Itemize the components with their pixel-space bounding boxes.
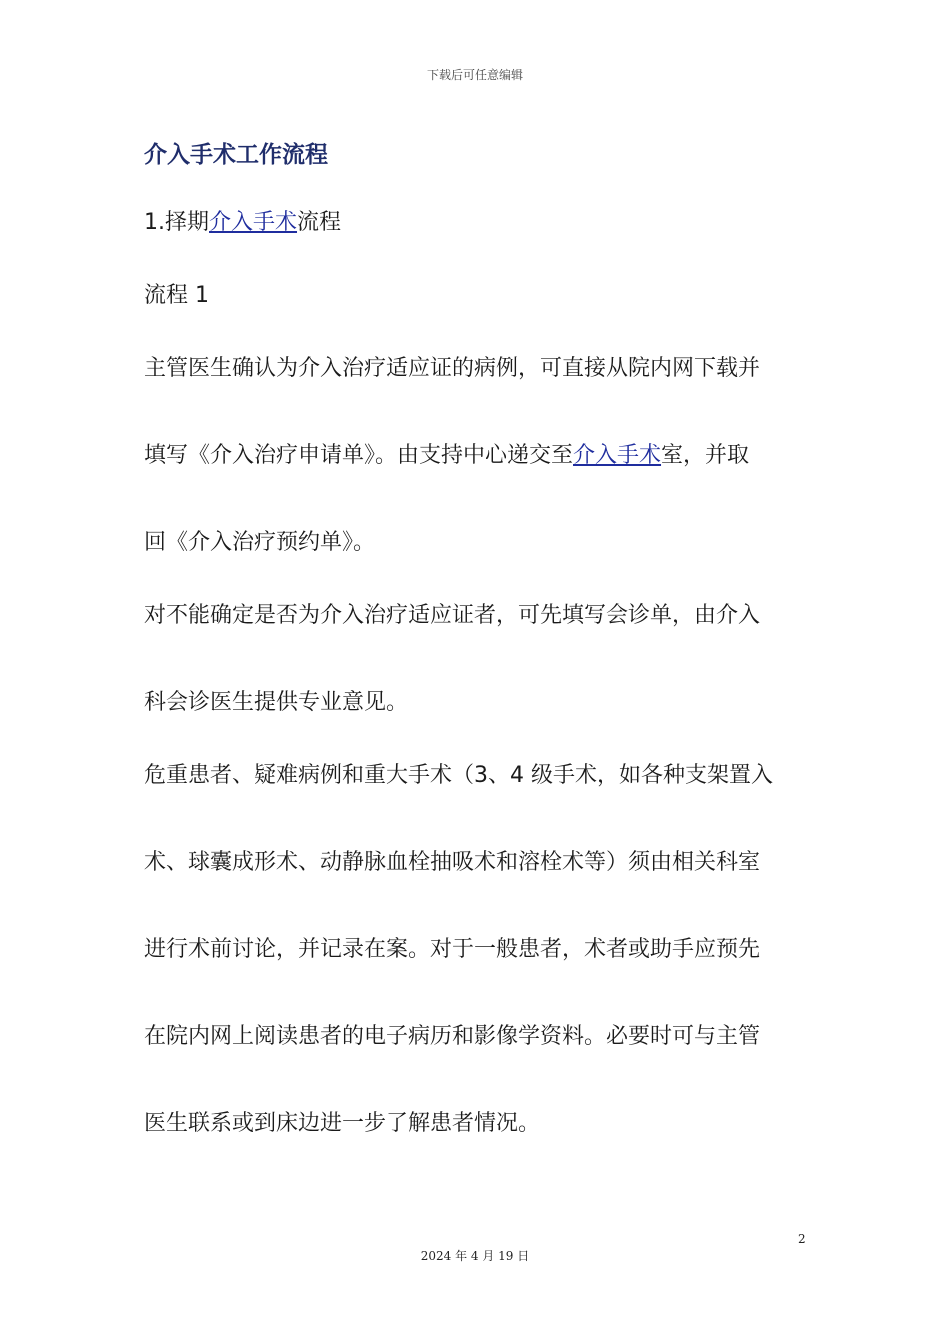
surgery-room-link[interactable]: 介入手术 bbox=[573, 443, 662, 468]
para1-line2 bbox=[144, 441, 749, 471]
para3-line5: 医生联系或到床边进一步了解患者情况。 bbox=[144, 1111, 541, 1136]
para1-line1: 主管医生确认为介入治疗适应证的病例，可直接从院内网下载并 bbox=[144, 356, 761, 381]
document-title: 介入手术工作流程 bbox=[144, 142, 328, 168]
footer-date: 2024 年 4 月 19 日 bbox=[420, 1249, 530, 1263]
para2-line1: 对不能确定是否为介入治疗适应证者，可先填写会诊单，由介入 bbox=[144, 603, 761, 628]
section-heading-suffix: 流程 bbox=[297, 210, 342, 235]
page-number: 2 bbox=[798, 1232, 806, 1246]
header-note: 下载后可任意编辑 bbox=[426, 68, 523, 82]
section-heading bbox=[144, 208, 341, 238]
section-heading-prefix: 1.择期 bbox=[144, 210, 209, 235]
flow-label: 流程 1 bbox=[144, 283, 209, 308]
para3-line1: 危重患者、疑难病例和重大手术（3、4 级手术，如各种支架置入 bbox=[144, 763, 773, 788]
para1-line3: 回《介入治疗预约单》。 bbox=[144, 530, 376, 555]
para1-line2-prefix: 填写《介入治疗申请单》。由支持中心递交至 bbox=[144, 443, 574, 468]
para2-line2: 科会诊医生提供专业意见。 bbox=[144, 690, 409, 715]
surgery-link[interactable]: 介入手术 bbox=[209, 210, 298, 235]
para3-line2: 术、球囊成形术、动静脉血栓抽吸术和溶栓术等）须由相关科室 bbox=[144, 850, 761, 875]
para1-line2-suffix: 室，并取 bbox=[661, 443, 750, 468]
para3-line4: 在院内网上阅读患者的电子病历和影像学资料。必要时可与主管 bbox=[144, 1024, 761, 1049]
para3-line3: 进行术前讨论，并记录在案。对于一般患者，术者或助手应预先 bbox=[144, 937, 761, 962]
